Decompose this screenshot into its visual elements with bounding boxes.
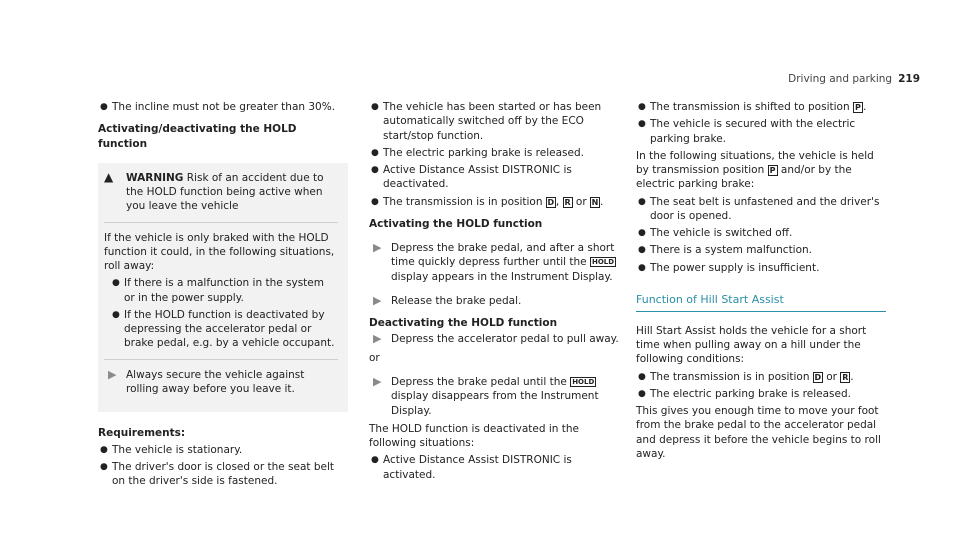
warning-paragraph: If the vehicle is only braked with the HOLD function it could, in the following situations, roll away: (104, 231, 335, 273)
section-heading: Activating/deactivating the HOLD function (98, 123, 297, 150)
section-title: Driving and parking (788, 73, 893, 85)
divider (104, 359, 338, 360)
list-item: ● The transmission is in position D or R . (638, 370, 854, 383)
warning-label: WARNING (126, 171, 184, 184)
column-3 (636, 100, 886, 464)
paragraph: In the following situations, the vehicle is held by transmission position P and/or by the electric parking brake: (636, 149, 874, 191)
step-arrow-icon: ▶ (373, 293, 382, 307)
action-step: ▶ Depress the brake pedal until the HOLD display disappears from the Instrument Display. (369, 375, 619, 418)
action-step: ▶ Depress the brake pedal, and after a short time quickly depress further until the HOLD display appears in the Instrument Display. (369, 241, 619, 284)
bullet-icon: ● (100, 444, 108, 455)
gear-p-icon: P (768, 165, 778, 176)
step-arrow-icon: ▶ (373, 332, 382, 346)
gear-r-icon: R (842, 372, 849, 382)
bullet-icon: ● (638, 388, 646, 399)
list-item: ● The driver's door is closed or the seat belt on the driver's side is fastened. (100, 460, 335, 488)
bullet-icon: ● (371, 102, 379, 112)
activating-heading: Activating the HOLD function (369, 217, 543, 230)
bullet-icon: ● (371, 147, 379, 158)
bullet-icon: ● (100, 102, 108, 112)
warning-triangle-icon: ▲ (104, 169, 114, 184)
hold-key-icon: HOLD (572, 377, 595, 386)
step-arrow-icon: ▶ (373, 374, 382, 388)
deactivating-heading: Deactivating the HOLD function (369, 317, 558, 330)
paragraph: This gives you enough time to move your foot from the brake pedal to the accelerator pedal and depress it before the vehicle begins to roll away. (636, 405, 881, 460)
list-item: ● The vehicle is stationary. (100, 443, 243, 456)
bullet-icon: ● (638, 119, 646, 130)
list-item: ● The vehicle is secured with the electric parking brake. (638, 118, 856, 145)
paragraph: Hill Start Assist holds the vehicle for a short time when pulling away on a hill under the following conditions: (636, 324, 867, 366)
paragraph: The HOLD function is deactivated in the following situations: (369, 422, 579, 450)
list-item: ● Active Distance Assist DISTRONIC is deactivated. (371, 164, 572, 191)
bullet-icon: ● (112, 278, 120, 289)
action-step: ▶ Depress the accelerator pedal to pull away. (369, 332, 619, 346)
gear-n-icon: N (591, 197, 599, 207)
list-item: ● The seat belt is unfastened and the driver's door is opened. (638, 195, 880, 222)
bullet-icon: ● (638, 262, 646, 273)
list-item: ● If there is a malfunction in the system or in the power supply. (112, 277, 324, 304)
bullet-icon: ● (371, 196, 379, 207)
list-item: ● The transmission is shifted to position P . (638, 101, 867, 113)
list-item: ● The power supply is insufficient. (638, 261, 820, 274)
list-item: ● The vehicle has been started or has been automatically switched off by the ECO start/stop function. (371, 101, 602, 142)
bullet-icon: ● (371, 165, 379, 176)
page-number: 219 (898, 73, 920, 85)
column-2 (369, 100, 619, 485)
warning-text: Risk of an accident due to the HOLD function being active when you leave the vehicle (126, 171, 324, 213)
list-item: ● Active Distance Assist DISTRONIC is activated. (371, 454, 572, 481)
bullet-icon: ● (638, 102, 646, 112)
column-1 (98, 100, 348, 491)
bullet-icon: ● (112, 309, 120, 320)
bullet-icon: ● (100, 461, 108, 472)
step-arrow-icon: ▶ (108, 367, 117, 381)
requirements-label: Requirements: (98, 427, 186, 440)
list-item: ● The electric parking brake is released. (371, 146, 584, 159)
list-item: ● If the HOLD function is deactivated by depressing the accelerator pedal or brake pedal, e.g. by a vehicle occupant. (112, 308, 335, 350)
hold-key-icon: HOLD (591, 258, 615, 267)
list-item: ● The incline must not be greater than 30%. (100, 101, 336, 113)
page-header (788, 72, 920, 86)
action-step: ▶ Always secure the vehicle against rolling away before you leave it. (104, 368, 338, 397)
list-item: ● The vehicle is switched off. (638, 227, 793, 240)
action-step: ▶ Release the brake pedal. (369, 294, 619, 308)
warning-box (98, 163, 348, 412)
or-line: or (369, 351, 380, 364)
step-arrow-icon: ▶ (373, 241, 382, 255)
gear-r-icon: R (564, 197, 571, 207)
list-item: ● There is a system malfunction. (638, 244, 813, 257)
bullet-icon: ● (638, 245, 646, 256)
bullet-icon: ● (638, 371, 646, 382)
gear-d-icon: D (814, 372, 822, 382)
hill-start-assist-heading: Function of Hill Start Assist (636, 293, 886, 312)
gear-p-icon: P (853, 102, 863, 113)
list-item: ● The transmission is in position D , R or N . (371, 195, 604, 208)
gear-d-icon: D (547, 197, 555, 207)
bullet-icon: ● (371, 455, 379, 466)
bullet-icon: ● (638, 228, 646, 239)
divider (104, 222, 338, 223)
list-item: ● The electric parking brake is released. (638, 387, 851, 400)
bullet-icon: ● (638, 196, 646, 207)
